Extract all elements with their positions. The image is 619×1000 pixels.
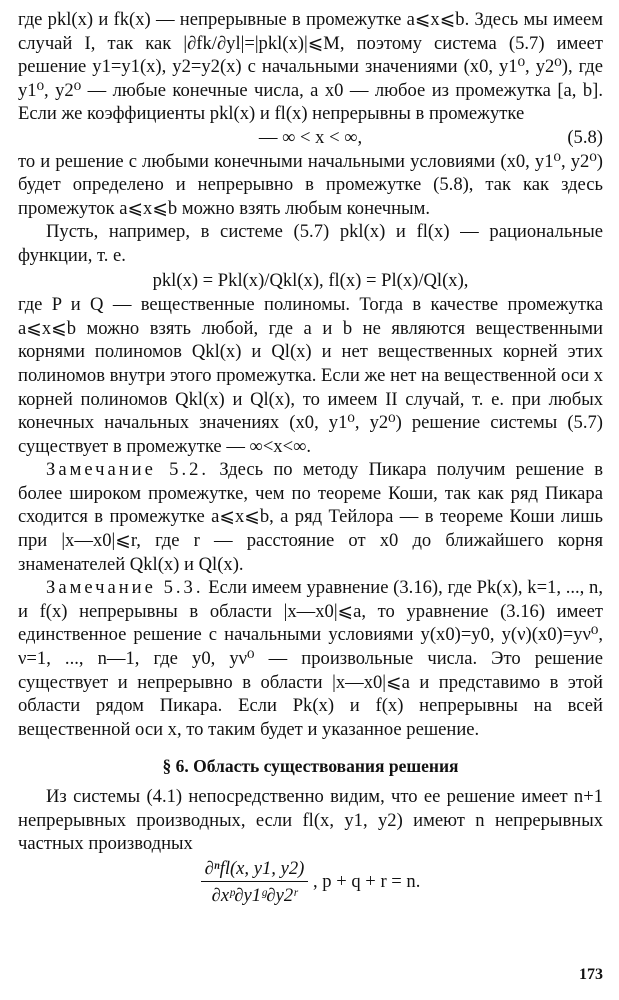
equation-number: (5.8) bbox=[567, 126, 603, 148]
page-body bbox=[18, 8, 603, 909]
paragraph-polynomials: где P и Q — вещественные полиномы. Тогда в качестве промежутка a⩽x⩽b можно взять любой, где a и b не являются вещественными корнями полиномов Qkl(x) и Ql(x) и нет вещественных корней этих полиномов внутри этого промежутка. Если же нет на вещественной оси x корней полиномов Qkl(x) и Ql(x), то имеем II случай, т. е. при любых конечных начальных значениях (x0, y1⁰, y2⁰) решение системы (5.7) существует в промежутке — ∞<x<∞. bbox=[18, 294, 603, 457]
paragraph-derivatives: Из системы (4.1) непосредственно видим, что ее решение имеет n+1 непрерывных производных, если fl(x, y1, y2) имеют n непрерывных частных производных bbox=[18, 786, 603, 855]
remark-text: Здесь по методу Пикара получим решение в более широком промежутке, чем по теореме Коши, так как ряд Пикара сходится в промежутке a⩽x⩽b, а ряд Тейлора — в теореме Коши лишь при |x—x0|⩽r, где r — расстояние от x0 до ближайшего корня знаменателей Qkl(x) и Ql(x). bbox=[18, 459, 604, 575]
equation-rational-functions: pkl(x) = Pkl(x)/Qkl(x), fl(x) = Pl(x)/Ql(x), bbox=[152, 269, 469, 291]
page-number: 173 bbox=[579, 966, 603, 983]
equation-partial-derivatives bbox=[18, 857, 603, 908]
equation-5-8-body: — ∞ < x < ∞, bbox=[258, 126, 363, 148]
equation-5-8 bbox=[18, 126, 603, 150]
paragraph-continuous-coefficients: где pkl(x) и fk(x) — непрерывные в промежутке a⩽x⩽b. Здесь мы имеем случай I, так как |∂fk/∂yl|=|pkl(x)|⩽M, поэтому система (5.7) имеет решение y1=y1(x), y2=y2(x) с начальными значениями (x0, y1⁰, y2⁰), где y1⁰, y2⁰ — любые конечные числа, а x0 — любое из промежутка [a, b]. Если же коэффициенты pkl(x) и fl(x) непрерывны в промежутке bbox=[18, 9, 603, 125]
derivative-condition: , p + q + r = n. bbox=[312, 870, 421, 892]
remark-label: Замечание 5.2. bbox=[46, 459, 210, 481]
remark-text: Если имеем уравнение (3.16), где Pk(x), k=1, ..., n, и f(x) непрерывны в области |x—x0|⩽a, то уравнение (3.16) имеет единственное решение с начальными условиями y(x0)=y0, y(ν)(x0)=yν⁰, ν=1, ..., n—1, где y0, yν⁰ — произвольные числа. Это решение существует и непрерывно в области |x—x0|⩽a и представимо в этой области рядом Пикара. Если Pk(x) и f(x) непрерывны на всей вещественной оси x, то таким будет и указанное решение. bbox=[18, 577, 603, 740]
fraction-denominator: ∂xᵖ∂y1ᵍ∂y2ʳ bbox=[211, 885, 298, 907]
section-heading: § 6. Область существования решения bbox=[162, 756, 459, 777]
paragraph-rational-example: Пусть, например, в системе (5.7) pkl(x) и fl(x) — рациональные функции, т. е. bbox=[18, 221, 603, 266]
remark-5-2 bbox=[18, 458, 603, 576]
fraction-numerator: ∂ⁿfl(x, y1, y2) bbox=[201, 857, 309, 883]
remark-5-3 bbox=[18, 576, 603, 741]
derivative-fraction bbox=[201, 857, 309, 908]
paragraph-solution-defined: то и решение с любыми конечными начальными условиями (x0, y1⁰, y2⁰) будет определено и непрерывно в промежутке (5.8), так как здесь промежуток a⩽x⩽b можно взять любым конечным. bbox=[18, 150, 603, 219]
remark-label: Замечание 5.3. bbox=[46, 577, 204, 599]
